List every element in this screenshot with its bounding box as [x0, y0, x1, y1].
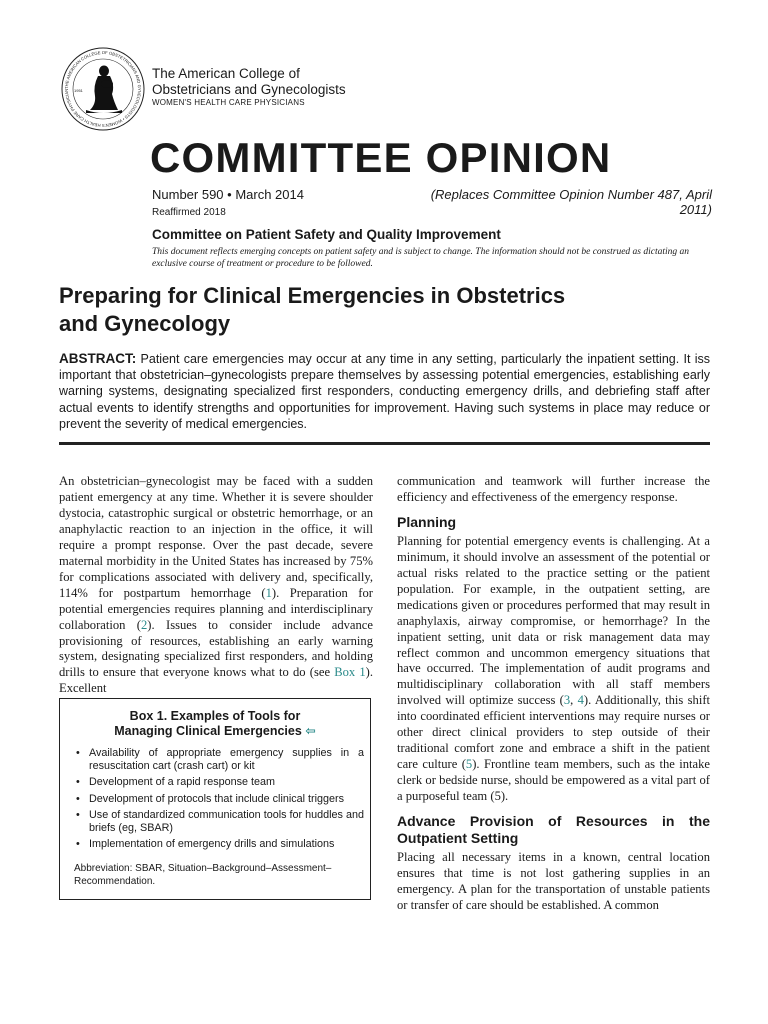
section-divider: [59, 442, 710, 445]
org-tagline: WOMEN'S HEALTH CARE PHYSICIANS: [152, 98, 305, 107]
advance-provision-paragraph: Placing all necessary items in a known, central location ensures that time is not lost gathering supplies in an emergency. A plan for the transportation of unstable patients or transfer of care should be established. A common: [397, 850, 710, 912]
reference-separator: ,: [570, 693, 578, 708]
advance-provision-heading: Advance Provision of Resources in the Outpatient Setting: [397, 813, 710, 847]
box-items-list: [74, 747, 364, 854]
planning-paragraph: [397, 534, 710, 805]
document-type-title: COMMITTEE OPINION: [150, 134, 612, 181]
box-abbreviation-note: Abbreviation: SBAR, Situation–Background–Assessment–Recommendation.: [74, 863, 332, 887]
intro-paragraph: [59, 474, 373, 697]
document-title: [59, 282, 659, 338]
seal-ring-textpath: THE AMERICAN COLLEGE OF OBSTETRICIANS AND GYNECOLOGISTS • WOMEN'S HEALTH CARE PHYSICIAN: [63, 49, 143, 129]
reference-link-5[interactable]: 5: [465, 757, 473, 772]
reference-link-1[interactable]: 1: [265, 585, 272, 600]
abstract: [59, 351, 710, 432]
document-title-line1: Preparing for Clinical Emergencies in Obstetrics: [59, 283, 566, 308]
planning-text-part: ). Frontline team members, such as the intake clerk or bedside nurse, should be empowered as a vital part of a purposeful team (5).: [397, 757, 711, 804]
list-item: • Use of standardized communication tools for huddles and briefs (eg, SBAR): [74, 809, 364, 835]
box-title-line2: [60, 724, 370, 739]
org-name-line1: The American College of: [152, 66, 300, 81]
reference-link-3[interactable]: 3: [563, 693, 571, 708]
reaffirmed-note: Reaffirmed 2018: [152, 207, 226, 218]
box-title-line1: Box 1. Examples of Tools for: [129, 709, 301, 723]
intro-text-part: An obstetrician–gynecologist may be faced with a sudden patient emergency at any time. Whether it is severe shoulder dystocia, catastrophic surgical or obstetric hemorrhage, or an anaphylactic reaction to an injection in the office, it will require a prompt response. Over the past decade, severe maternal morbidity in the United States has increased by 75% for complications associated with delivery and, specifically, 114% for postpartum hemorrhage (: [59, 474, 373, 600]
planning-text-part: ). Additionally, this shift into coordinated efficient interventions may require nurses or other direct clinical providers to step outside of their traditional comfort zone and embrace a shift in the patient care culture (: [397, 693, 711, 772]
box-1-link[interactable]: Box 1: [334, 665, 366, 680]
box-1-tools: [59, 698, 371, 900]
intro-text-part: ). Excellent: [59, 665, 373, 696]
intro-text-part: ). Issues to consider include advance provisioning of resources, establishing an early warning system, designating specialized first responders, and holding drills to ensure that everyone knows what to do (see: [59, 617, 373, 680]
reference-link-2[interactable]: 2: [141, 617, 148, 632]
planning-text-part: Planning for potential emergency events is challenging. At a minimum, it should involve an assessment of the potential or actual risks related to the practice setting or the patient population. For example, in the outpatient setting, are medications given or procedures performed that may result in anaphylaxis, airway compromise, or hemorrhage? In the inpatient setting, unit data or risk management data may reflect common and uncommon emergency situations that have occurred. The implementation of audit programs and multidisciplinary collaboration with all staff members involved will optimize success (: [397, 533, 710, 708]
planning-heading: Planning: [397, 513, 457, 530]
body-column-right: [397, 474, 710, 914]
seal-year: 1951: [74, 88, 83, 93]
org-name-line2: Obstetricians and Gynecologists: [152, 82, 346, 97]
acog-seal-logo: [60, 46, 146, 132]
document-number-date: Number 590 • March 2014: [152, 187, 304, 202]
list-item: • Implementation of emergency drills and simulations: [74, 838, 364, 851]
abstract-label: ABSTRACT:: [59, 351, 137, 366]
box-title: [60, 709, 370, 739]
abstract-text: Patient care emergencies may occur at any time in any setting, particularly the inpatient setting. It iss important that obstetrician–gynecologists prepare themselves by assessing potential emergencies, establishing early warning systems, designating specialized first responders, conducting emergency drills, and debriefing staff after actual events to identify strengths and opportunities for improvement. Having such systems in place may reduce or prevent the severity of medical emergencies.: [59, 352, 710, 431]
list-item: • Development of a rapid response team: [74, 776, 364, 789]
continuation-paragraph: communication and teamwork will further increase the efficiency and effectiveness of the emergency response.: [397, 474, 710, 504]
back-arrow-icon[interactable]: ⇦: [305, 724, 316, 738]
intro-text-part: ). Preparation for potential emergencies requires planning and interdisciplinary collaboration (: [59, 585, 373, 632]
list-item: • Development of protocols that include clinical triggers: [74, 793, 364, 806]
reference-link-4[interactable]: 4: [577, 693, 584, 708]
disclaimer: This document reflects emerging concepts on patient safety and is subject to change. The information should not be construed as dictating an exclusive course of treatment or procedure to be followed.: [152, 247, 690, 269]
list-item: • Availability of appropriate emergency supplies in a resuscitation cart (crash cart) or kit: [74, 747, 364, 773]
box-title-line2-text: Managing Clinical Emergencies: [114, 724, 302, 738]
committee-name: Committee on Patient Safety and Quality Improvement: [152, 227, 501, 242]
body-column-left: [59, 474, 373, 697]
document-title-line2: and Gynecology: [59, 311, 231, 336]
replaces-note: (Replaces Committee Opinion Number 487, April 2011): [430, 187, 712, 217]
